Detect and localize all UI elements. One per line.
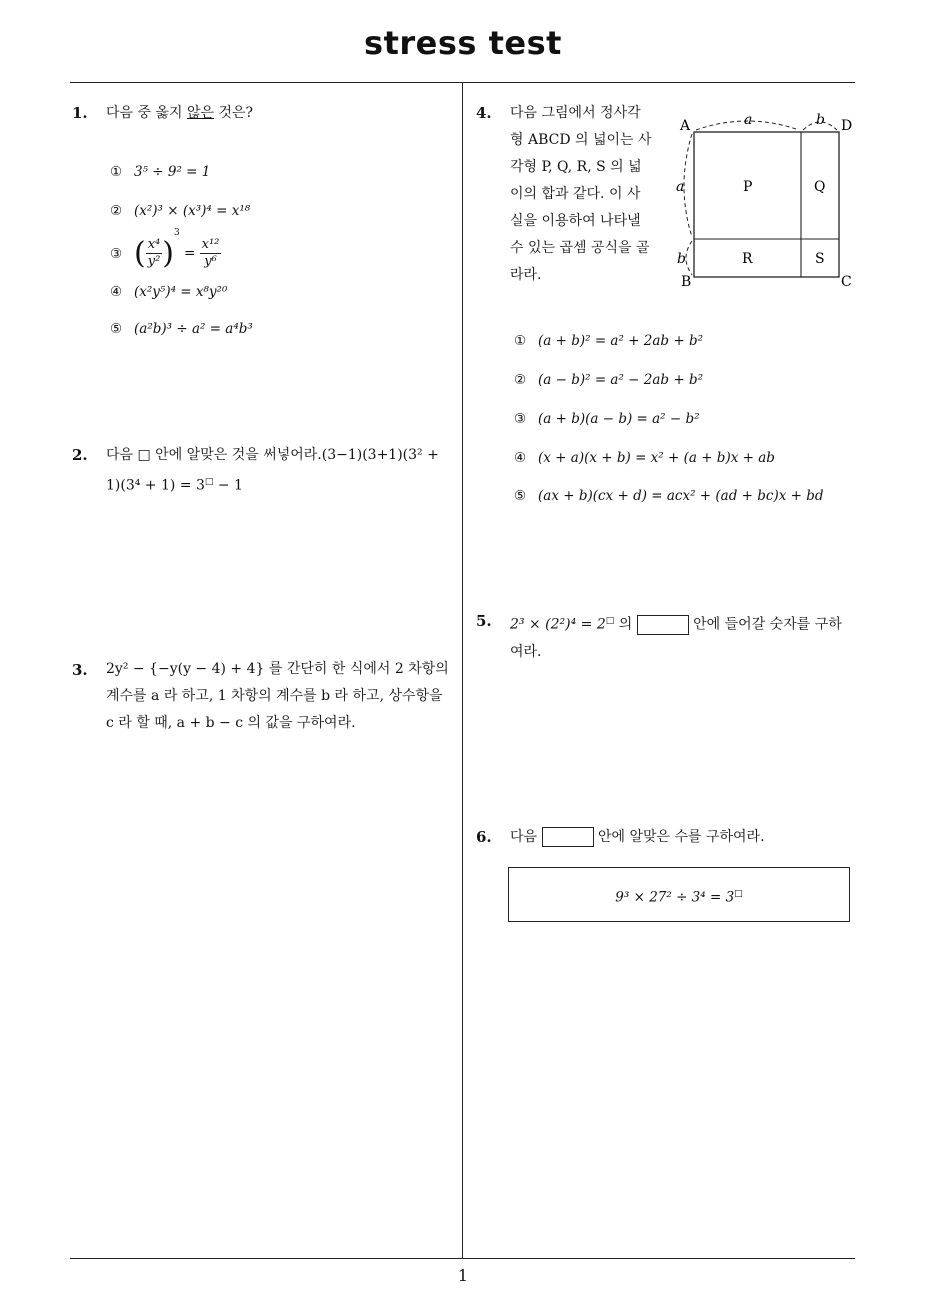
question-6-equation-box: 9³ × 27² ÷ 3⁴ = 3□ [508,867,850,922]
question-6-prompt [510,824,860,851]
vertex-b-label: B [681,274,692,288]
question-4-line-6: 수 있는 곱셈 공식을 골 [510,240,650,256]
question-5-line-1: 2³ × (2²)⁴ = 2□ 의 안에 들어갈 숫자를 구하 [510,616,842,633]
bottom-divider [70,1258,855,1259]
question-2-line-2: 1)(3⁴ + 1) = 3□ − 1 [106,477,243,494]
question-4-line-3: 각형 P, Q, R, S 의 넓 [510,159,642,175]
region-s-label: S [815,251,825,267]
question-4-choice-5: ⑤ (ax + b)(cx + d) = acx² + (ad + bc)x + bd [514,488,824,504]
question-1-choice-2: ② (x²)³ × (x³)⁴ = x¹⁸ [110,203,251,219]
left-a-label: a [676,179,685,195]
question-4-line-4: 이의 합과 같다. 이 사 [510,186,641,202]
question-5-prompt [510,608,860,666]
question-1-number: 1. [72,104,88,122]
question-3-line-3: c 라 할 때, a + b − c 의 값을 구하여라. [106,715,356,731]
question-1-choice-3: ③ ( $\frac{\text{x⁴}}{\text{y²}}$ )$^3$ = $\frac{\text{x¹²}}{\text{y⁶}}$ [110,228,220,271]
question-4-choice-4: ④ (x + a)(x + b) = x² + (a + b)x + ab [514,450,775,466]
question-6-line-1: 다음 안에 알맞은 수를 구하여라. [510,829,765,845]
answer-blank-box [637,615,689,635]
brace-left-a [684,134,692,237]
question-4-choice-2: ② (a − b)² = a² − 2ab + b² [514,372,704,388]
top-b-label: b [816,112,825,128]
vertex-a-label: A [680,118,691,134]
question-1-choice-4: ④ (x²y⁵)⁴ = x⁸y²⁰ [110,284,228,300]
question-2-line-1: 다음 □ 안에 알맞은 것을 써넣어라.(3−1)(3+1)(3² + [106,447,439,463]
question-4-line-5: 실을 이용하여 나타낼 [510,213,641,229]
question-4-line-7: 라라. [510,267,542,283]
question-1-prompt-underlined: 않은 [186,105,215,121]
page-number: 1 [457,1266,469,1285]
question-4-line-1: 다음 그림에서 정사각 [510,105,641,121]
question-1-prompt-before: 다음 중 옳지 [106,105,187,121]
question-3-number: 3. [72,661,88,679]
region-q-label: Q [814,179,826,195]
question-1-choice-1: ① 3⁵ ÷ 9² = 1 [110,164,211,180]
region-p-label: P [743,179,753,195]
question-3-prompt [106,656,458,737]
question-6-number: 6. [476,828,492,846]
square-diagram [672,108,862,288]
question-4-line-2: 형 ABCD 의 넓이는 사 [510,132,652,148]
answer-blank-box [542,827,594,847]
question-5-number: 5. [476,612,492,630]
left-b-label: b [677,251,686,267]
question-5-line-2: 여라. [510,643,542,660]
page-title: stress test [364,24,562,62]
question-4-choice-1: ① (a + b)² = a² + 2ab + b² [514,333,704,349]
question-1-prompt-after: 것은? [214,105,254,121]
vertex-d-label: D [841,118,853,134]
question-3-line-1: 2y² − {−y(y − 4) + 4} 를 간단히 한 식에서 2 차항의 [106,661,449,677]
question-4-choice-3: ③ (a + b)(a − b) = a² − b² [514,411,700,427]
question-4-number: 4. [476,104,492,122]
region-r-label: R [742,251,753,267]
top-a-label: a [744,112,753,128]
question-2-prompt [106,442,458,500]
question-1-choice-5: ⑤ (a²b)³ ÷ a² = a⁴b³ [110,321,253,337]
question-1-prompt [106,100,253,127]
brace-left-b [686,241,692,275]
question-4-prompt [510,100,660,289]
column-divider [462,83,463,1258]
question-2-number: 2. [72,446,88,464]
question-3-line-2: 계수를 a 라 하고, 1 차항의 계수를 b 라 하고, 상수항을 [106,688,443,704]
vertex-c-label: C [841,274,852,288]
